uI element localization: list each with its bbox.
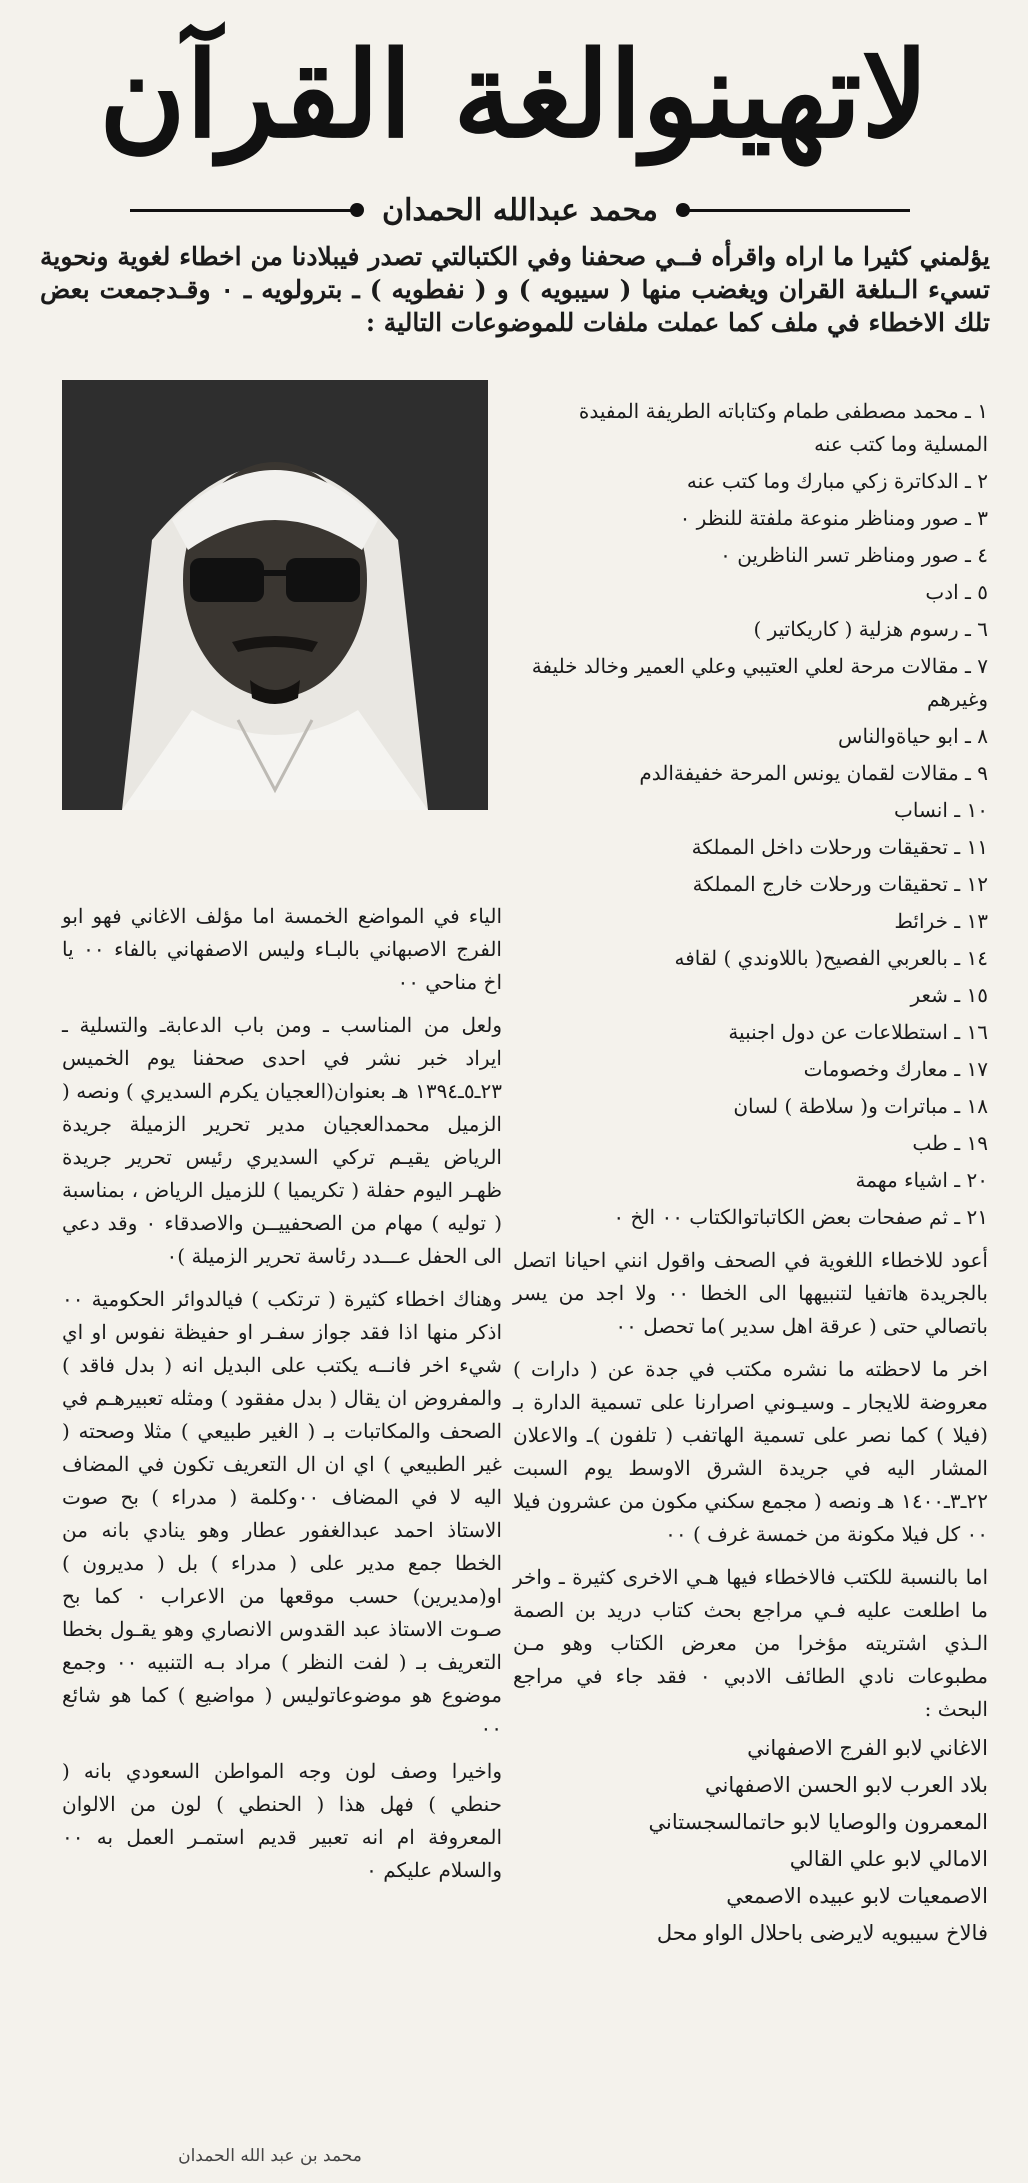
topic-item: ١٢ ـ تحقيقات ورحلات خارج المملكة — [692, 872, 988, 896]
topic-item: ٦ ـ رسوم هزلية ( كاريكاتير ) — [753, 617, 988, 641]
topic-item: ٢ ـ الدكاترة زكي مبارك وما كتب عنه — [686, 469, 988, 493]
byline-rule-left — [130, 209, 360, 212]
left-column — [62, 900, 502, 1887]
topic-item: ٥ ـ ادب — [925, 580, 988, 604]
reference-item: الامالي لابو علي القالي — [789, 1847, 988, 1871]
reference-list — [513, 1732, 988, 1950]
byline: محمد عبدالله الحمدان — [382, 192, 658, 228]
topic-item: ٣ ـ صور ومناظر منوعة ملفتة للنظر ٠ — [679, 506, 988, 530]
author-portrait-icon — [62, 380, 488, 810]
topic-item: ١٠ ـ انساب — [894, 798, 988, 822]
article-paragraph: الياء في المواضع الخمسة اما مؤلف الاغاني فهو ابو الفرج الاصبهاني بالبـاء وليس الاصفهاني بالفاء ٠٠ يا اخ مناحي ٠٠ — [62, 904, 502, 994]
topic-item: ١٥ ـ شعر — [910, 983, 988, 1007]
topic-item: ١٧ ـ معارك وخصومات — [803, 1057, 988, 1081]
author-photo — [62, 380, 488, 810]
article-headline: لاتهينوالغة القرآن — [99, 25, 929, 164]
author-signature: محمد بن عبد الله الحمدان — [178, 2146, 362, 2166]
topic-item: ١٤ ـ بالعربي الفصيح( باللاوندي ) لقافه — [674, 946, 988, 970]
topic-item: ٢٠ ـ اشياء مهمة — [855, 1168, 988, 1192]
intro-paragraph: يؤلمني كثيرا ما اراه واقرأه فــي صحفنا وفي الكتبالتي تصدر فيبلادنا من اخطاء لغوية ونحوية تسيء الـىلغة القران ويغضب منها ( سيبويه ) و ( نفطويه ) ـ بترولويه ـ ٠ وقـدجمعت بعض تلك الاخطاء في ملف كما عملت ملفات للموضوعات التالية : — [40, 242, 991, 337]
reference-item: الاغاني لابو الفرج الاصفهاني — [747, 1736, 988, 1760]
reference-item: فالاخ سيبويه لايرضى باحلال الواو محل — [656, 1921, 988, 1945]
right-column — [513, 395, 988, 1954]
topic-item: ١١ ـ تحقيقات ورحلات داخل المملكة — [691, 835, 988, 859]
byline-row — [130, 190, 910, 230]
article-paragraph: واخيرا وصف لون وجه المواطن السعودي بانه ( حنطي ) فهل هذا ( الحنطي ) لون من الالوان المعروفة ام انه تعبير قديم استمـر العمل به ٠٠ والسلام عليكم ٠ — [62, 1759, 502, 1882]
topic-item: ١٩ ـ طب — [912, 1131, 988, 1155]
article-paragraph: اخر ما لاحظته ما نشره مكتب في جدة عن ( دارات ) معروضة للايجار ـ وسيـوني اصرارنا على تسمية الدارة بـ (فيلا ) كما نصر على تسمية الهاتفب ( تلفون )ـ والاعلان المشار اليه في جريدة الشرق الاوسط يوم السبت ٢٢ـ٣ـ١٤٠٠ هـ ونصه ( مجمع سكني مكون من عشرون فيلا ٠٠ كل فيلا مكونة من خمسة غرف ) ٠٠ — [513, 1357, 988, 1546]
byline-rule-right — [680, 209, 910, 212]
topic-item: ٤ ـ صور ومناظر تسر الناظرين ٠ — [720, 543, 988, 567]
reference-item: الاصمعيات لابو عبيده الاصمعي — [726, 1884, 988, 1908]
topic-item: ٨ ـ ابو حياةوالناس — [838, 724, 988, 748]
article-paragraph: وهناك اخطاء كثيرة ( ترتكب ) فيالدوائر الحكومية ٠٠ اذكر منها اذا فقد جواز سفـر او حفيظة نفوس او اي شيء اخر فانــه يكتب على البديل انه ( بدل فاقد ) والمفروض ان يقال ( بدل مفقود ) ومثله تعبيرهـم في الصحف والمكاتبات بـ ( الغير طبيعي ) مثلا وصحته ( غير الطبيعي ) اي ان ال التعريف تكون في المضاف اليه لا في المضاف ٠٠وكلمة ( مدراء ) بح صوت الاستاذ احمد عبدالغفور عطار وهو ينادي بانه من الخطا جمع مدير على ( مدراء ) بل ( مديرون ) او(مديرين) حسب موقعها من الاعراب ٠ كما بح صـوت الاستاذ عبد القدوس الانصاري وهو يقـول بخطا التعريف بـ ( لفت النظر ) مراد بـه التنبيه ٠٠ وجمع موضوع هو موضوعاتوليس ( مواضيع ) كما هو شائع ٠٠ — [62, 1287, 503, 1740]
topic-item: ١٨ ـ مباترات و( سلاطة ) لسان — [733, 1094, 988, 1118]
article-paragraph: ولعل من المناسب ـ ومن باب الدعابةـ والتسلية ـ ايراد خبر نشر في احدى صحفنا يوم الخميس ٢٣ـ٥ـ١٣٩٤ هـ بعنوان(العجيان يكرم السديري ) ونصه ( الزميل محمدالعجيان مدير تحرير الزميلة جريدة الرياض يقيـم تركي السديري رئيس تحرير جريدة ظهـر اليوم حفلة ( تكريميا ) للزميل الرياض ، بمناسبة ( توليه ) مهام من الصحفييــن والاصدقاء ٠ وقد دعي الى الحفل عـــدد رئاسة تحرير الزميلة )٠ — [62, 1013, 502, 1268]
reference-item: المعمرون والوصايا لابو حاتمالسجستاني — [648, 1810, 988, 1834]
reference-item: بلاد العرب لابو الحسن الاصفهاني — [704, 1773, 988, 1797]
topic-item: ٧ ـ مقالات مرحة لعلي العتيبي وعلي العمير وخالد خليفة وغيرهم — [531, 654, 988, 711]
topic-item: ٢١ ـ ثم صفحات بعض الكاتباتوالكتاب ٠٠ الخ ٠ — [613, 1205, 988, 1229]
topic-item: ٩ ـ مقالات لقمان يونس المرحة خفيفةالدم — [639, 761, 988, 785]
topic-item: ١٦ ـ استطلاعات عن دول اجنبية — [728, 1020, 988, 1044]
topic-item: ١ ـ محمد مصطفى طمام وكتاباته الطريفة المفيدة المسلية وما كتب عنه — [578, 399, 988, 456]
article-paragraph: اما بالنسبة للكتب فالاخطاء فيها هـي الاخرى كثيرة ـ واخر ما اطلعت عليه فـي مراجع بحث كتاب دريد بن الصمة الـذي اشتريته مؤخرا من معرض الكتاب وهو مـن مطبوعات نادي الطائف الادبي ٠ فقد جاء في مراجع البحث : — [513, 1565, 988, 1721]
article-paragraph: أعود للاخطاء اللغوية في الصحف واقول انني احيانا اتصل بالجريدة هاتفيا لتنبيهها الى الخطا ٠٠ ولا اجد من يسر باتصالي حتى ( عرقة اهل سدير )ما تحصل ٠٠ — [513, 1248, 988, 1338]
topic-item: ١٣ ـ خرائط — [894, 909, 988, 933]
